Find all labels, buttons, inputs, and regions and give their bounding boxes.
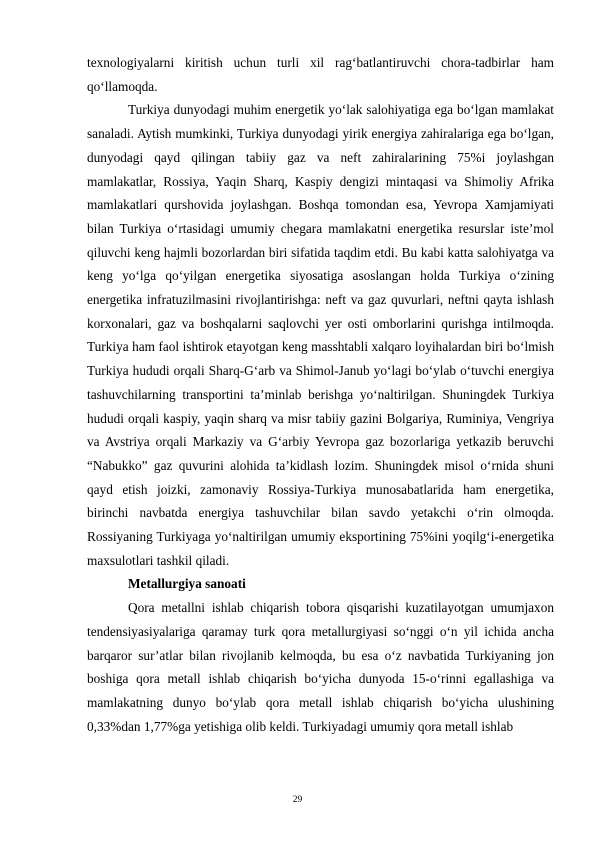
paragraph-continuation: texnologiyalarni kiritish uchun turli xil rag‘batlantiruvchi chora-tadbirlar ham qo‘llamoqda. <box>87 55 554 94</box>
paragraph-energy-corridor: Turkiya dunyodagi muhim energetik yo‘lak salohiyatiga ega bo‘lgan mamlakat sanaladi. Aytish mumkinki, Turkiya dunyodagi yirik energiya zahiralariga ega bo‘lgan, dunyodagi qayd qilingan tabiiy gaz va neft zahiralarining 75%i joylashgan mamlakatlar, Rossiya, Yaqin Sharq, Kaspiy dengizi mintaqasi va Shimoliy Afrika mamlakatlari qurshovida joylashgan. Boshqa tomondan esa, Yevropa Xamjamiyati bilan Turkiya o‘rtasidagi umumiy chegara mamlakatni energetika resurslar iste’mol qiluvchi keng hajmli bozorlardan biri sifatida taqdim etdi. Bu kabi katta salohiyatga va keng yo‘lga qo‘yilgan energetika siyosatiga asoslangan holda Turkiya o‘zining energetika infratuzilmasini rivojlantirishga: neft va gaz quvurlari, neftni qayta ishlash korxonalari, gaz va boshqalarni saqlovchi yer osti omborlarini qurishga intilmoqda. Turkiya ham faol ishtirok etayotgan keng masshtabli xalqaro loyihalardan biri bo‘lmish Turkiya hududi orqali Sharq-G‘arb va Shimol-Janub yo‘lagi bo‘ylab o‘tuvchi energiya tashuvchilarning transportini ta’minlab berishga yo‘naltirilgan. Shuningdek Turkiya hududi orqali kaspiy, yaqin sharq va misr tabiiy gazini Bolgariya, Ruminiya, Vengriya va Avstriya orqali Markaziy va G‘arbiy Yevropa gaz bozorlariga yetkazib beruvchi “Nabukko” gaz quvurini alohida ta’kidlash lozim. Shuningdek misol o‘rnida shuni qayd etish joizki, zamonaviy Rossiya-Turkiya munosabatlarida ham energetika, birinchi navbatda energiya tashuvchilar bilan savdo yetakchi o‘rin olmoqda. Rossiyaning Turkiyaga yo‘naltirilgan umumiy eksportining 75%ini yoqilg‘i-energetika maxsulotlari tashkil qiladi. <box>87 102 554 568</box>
text-body <box>87 51 554 738</box>
page-number: 29 <box>292 795 303 805</box>
section-heading-metallurgy: Metallurgiya sanoati <box>128 576 246 592</box>
paragraph-metallurgy: Qora metallni ishlab chiqarish tobora qisqarishi kuzatilayotgan umumjaxon tendensiyasiyalariga qaramay turk qora metallurgiyasi so‘nggi o‘n yil ichida ancha barqaror sur’atlar bilan rivojlanib kelmoqda, bu esa o‘z navbatida Turkiyaning jon boshiga qora metall ishlab chiqarish bo‘yicha dunyoda 15-o‘rinni egallashiga va mamlakatning dunyo bo‘ylab qora metall ishlab chiqarish bo‘yicha ulushining 0,33%dan 1,77%ga yetishiga olib keldi. Turkiyadagi umumiy qora metall ishlab <box>87 600 554 734</box>
